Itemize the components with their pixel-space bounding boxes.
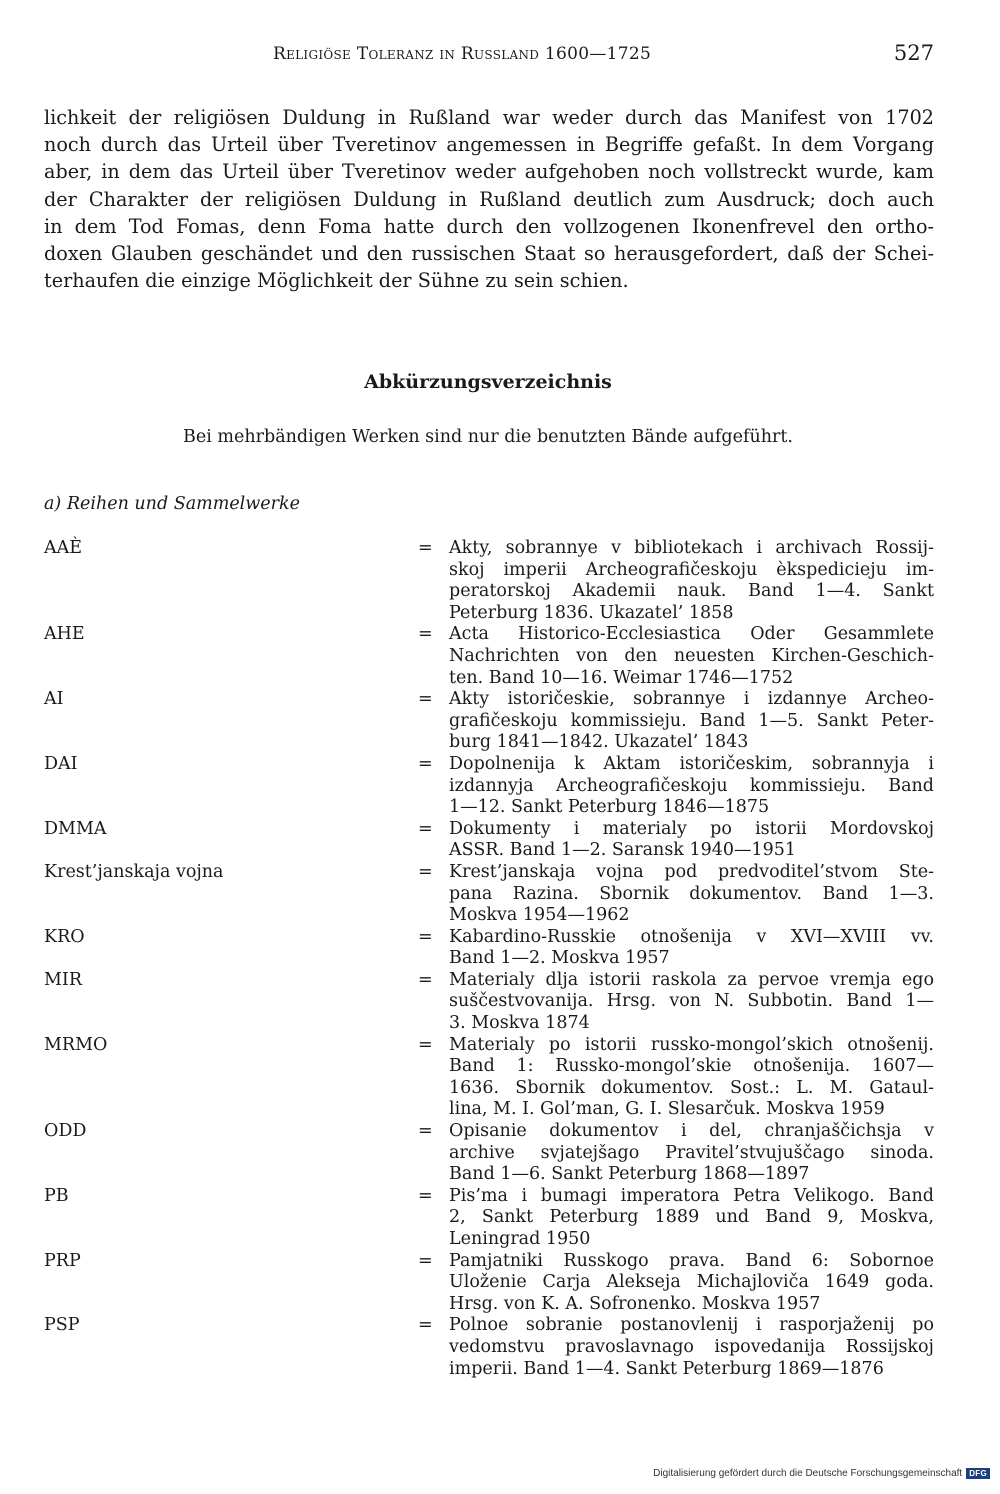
abbreviation-entry — [44, 1251, 934, 1316]
equals-sign: = — [418, 1034, 433, 1055]
dfg-logo: DFG — [966, 1468, 990, 1479]
abbreviation-entry — [44, 1315, 934, 1380]
description-line: Band 1: Russko-mongol’skie otnošenija. 1607— — [449, 1056, 934, 1077]
footer-text: Digitalisierung gefördert durch die Deutsche Forschungsgemeinschaft — [653, 1468, 963, 1479]
description-line: Materialy dlja istorii raskola za pervoe vremja ego — [449, 969, 934, 990]
equals-sign: = — [418, 689, 433, 710]
equals-sign: = — [418, 538, 433, 558]
abbreviation-term: PRP — [44, 1250, 81, 1271]
description-line: izdannyja Archeografičeskoju kommissieju. Band — [449, 775, 934, 796]
running-header — [0, 41, 1000, 74]
equals-sign: = — [418, 969, 433, 990]
abbreviation-term: DAI — [44, 753, 78, 774]
description-line: Uloženie Carja Alekseja Michajloviča 1649 goda. — [449, 1272, 934, 1293]
abbreviation-description — [449, 754, 934, 819]
section-title: Abkürzungsverzeichnis — [364, 371, 612, 393]
description-line: Materialy po istorii russko-mongol’skich otnošenij. — [449, 1034, 934, 1055]
abbreviation-entry — [44, 1035, 934, 1121]
abbreviation-term: PB — [44, 1185, 69, 1206]
abbreviation-term: PSP — [44, 1315, 80, 1336]
description-line: burg 1841—1842. Ukazatel’ 1843 — [449, 732, 749, 753]
equals-sign: = — [418, 1315, 433, 1336]
description-line: imperii. Band 1—4. Sankt Peterburg 1869—1876 — [449, 1358, 884, 1379]
body-line: terhaufen die einzige Möglichkeit der Sühne zu sein schien. — [44, 269, 629, 293]
abbreviation-term: MRMO — [44, 1034, 108, 1055]
abbreviation-term: AAÈ — [44, 538, 83, 558]
equals-sign: = — [418, 1250, 433, 1271]
body-line: doxen Glauben geschändet und den russischen Staat so herausgefordert, daß der Schei- — [44, 242, 934, 266]
description-line: 3. Moskva 1874 — [449, 1013, 590, 1034]
description-line: Peterburg 1836. Ukazatel’ 1858 — [449, 602, 734, 623]
description-line: Polnoe sobranie postanovlenij i rasporjaženij po — [449, 1315, 934, 1336]
equals-sign: = — [418, 1121, 433, 1142]
description-line: Pamjatniki Russkogo prava. Band 6: Sobornoe — [449, 1250, 934, 1271]
running-title: Religiöse Toleranz in Russland 1600—1725 — [273, 44, 652, 64]
abbreviation-entry — [44, 689, 934, 754]
abbreviation-term: ODD — [44, 1121, 87, 1142]
equals-sign: = — [418, 1185, 433, 1206]
abbreviation-description — [449, 1035, 934, 1121]
body-line: aber, in dem das Urteil über Tveretinov weder aufgehoben noch vollstreckt wurde, kam — [44, 160, 934, 184]
abbreviation-term: AI — [44, 689, 64, 710]
description-line: lina, M. I. Gol’man, G. I. Slesarčuk. Moskva 1959 — [449, 1099, 885, 1120]
body-line: in dem Tod Fomas, denn Foma hatte durch den vollzogenen Ikonenfrevel den ortho- — [44, 214, 934, 238]
abbreviation-entry — [44, 862, 934, 927]
description-line: vedomstvu pravoslavnago ispovedanija Rossijskoj — [449, 1336, 934, 1357]
description-line: Akty istoričeskie, sobrannye i izdannye Archeo- — [449, 689, 934, 710]
description-line: Acta Historico-Ecclesiastica Oder Gesammlete — [449, 624, 934, 645]
abbreviation-entry — [44, 538, 934, 624]
body-line: der Charakter der religiösen Duldung in Rußland deutlich zum Ausdruck; doch auch — [44, 187, 934, 211]
description-line: Hrsg. von K. A. Sofronenko. Moskva 1957 — [449, 1293, 821, 1314]
abbreviation-description — [449, 862, 934, 927]
description-line: Akty, sobrannye v bibliotekach i archivach Rossij- — [449, 538, 934, 558]
description-line: suščestvovanija. Hrsg. von N. Subbotin. Band 1— — [449, 991, 934, 1012]
description-line: 1—12. Sankt Peterburg 1846—1875 — [449, 797, 770, 818]
description-line: Pis’ma i bumagi imperatora Petra Velikogo. Band — [449, 1185, 934, 1206]
body-line: noch durch das Urteil über Tveretinov angemessen in Begriffe gefaßt. In dem Vorgang — [44, 133, 934, 157]
abbreviation-entry — [44, 754, 934, 819]
description-line: Band 1—2. Moskva 1957 — [449, 948, 670, 969]
footer-credit — [653, 1468, 990, 1479]
description-line: 2, Sankt Peterburg 1889 und Band 9, Moskva, — [449, 1207, 934, 1228]
page-number: 527 — [893, 41, 934, 65]
abbreviation-term: DMMA — [44, 818, 107, 839]
abbreviation-entry — [44, 970, 934, 1035]
abbreviation-term: KRO — [44, 926, 85, 947]
abbreviation-description — [449, 819, 934, 862]
abbreviation-description — [449, 538, 934, 624]
description-line: Band 1—6. Sankt Peterburg 1868—1897 — [449, 1164, 810, 1185]
description-line: skoj imperii Archeografičeskoju èkspedicieju im- — [449, 559, 934, 580]
equals-sign: = — [418, 818, 433, 839]
body-paragraph — [44, 104, 934, 294]
description-line: archive svjatejšago Pravitel’stvujuščago sinoda. — [449, 1142, 934, 1163]
description-line: pana Razina. Sbornik dokumentov. Band 1—3. — [449, 883, 934, 904]
abbreviation-description — [449, 1251, 934, 1316]
equals-sign: = — [418, 926, 433, 947]
description-line: Dokumenty i materialy po istorii Mordovskoj — [449, 818, 934, 839]
abbreviation-term: AHE — [44, 624, 85, 645]
abbreviation-entry — [44, 1121, 934, 1186]
abbreviation-entry — [44, 1186, 934, 1251]
abbreviation-list — [44, 538, 934, 1380]
description-line: Dopolnenija k Aktam istoričeskim, sobrannyja i — [449, 753, 934, 774]
abbreviation-description — [449, 970, 934, 1035]
description-line: 1636. Sbornik dokumentov. Sost.: L. M. Gataul- — [449, 1077, 934, 1098]
abbreviation-term: MIR — [44, 969, 83, 990]
abbreviation-description — [449, 1186, 934, 1251]
description-line: Kabardino-Russkie otnošenija v XVI—XVIII vv. — [449, 926, 934, 947]
description-line: peratorskoj Akademii nauk. Band 1—4. Sankt — [449, 581, 934, 602]
abbreviation-term: Krest’janskaja vojna — [44, 861, 224, 882]
body-line: lichkeit der religiösen Duldung in Rußland war weder durch das Manifest von 1702 — [44, 106, 934, 129]
abbreviation-description — [449, 1121, 934, 1186]
description-line: Moskva 1954—1962 — [449, 905, 630, 926]
equals-sign: = — [418, 624, 433, 645]
description-line: ASSR. Band 1—2. Saransk 1940—1951 — [449, 840, 797, 861]
description-line: Leningrad 1950 — [449, 1229, 591, 1249]
description-line: ten. Band 10—16. Weimar 1746—1752 — [449, 667, 794, 688]
description-line: grafičeskoju kommissieju. Band 1—5. Sankt Peter- — [449, 710, 934, 731]
abbreviation-entry — [44, 819, 934, 862]
abbreviation-description — [449, 927, 934, 970]
description-line: Krest’janskaja vojna pod predvoditel’stvom Ste- — [449, 861, 934, 882]
abbreviation-description — [449, 1315, 934, 1380]
abbreviation-entry — [44, 927, 934, 970]
description-line: Nachrichten von den neuesten Kirchen-Geschich- — [449, 645, 934, 666]
abbreviation-description — [449, 624, 934, 689]
subsection-heading: a) Reihen und Sammelwerke — [44, 494, 300, 514]
abbreviation-entry — [44, 624, 934, 689]
description-line: Opisanie dokumentov i del, chranjaščichsja v — [449, 1121, 934, 1142]
equals-sign: = — [418, 753, 433, 774]
equals-sign: = — [418, 861, 433, 882]
section-note: Bei mehrbändigen Werken sind nur die benutzten Bände aufgeführt. — [183, 427, 793, 447]
abbreviation-description — [449, 689, 934, 754]
